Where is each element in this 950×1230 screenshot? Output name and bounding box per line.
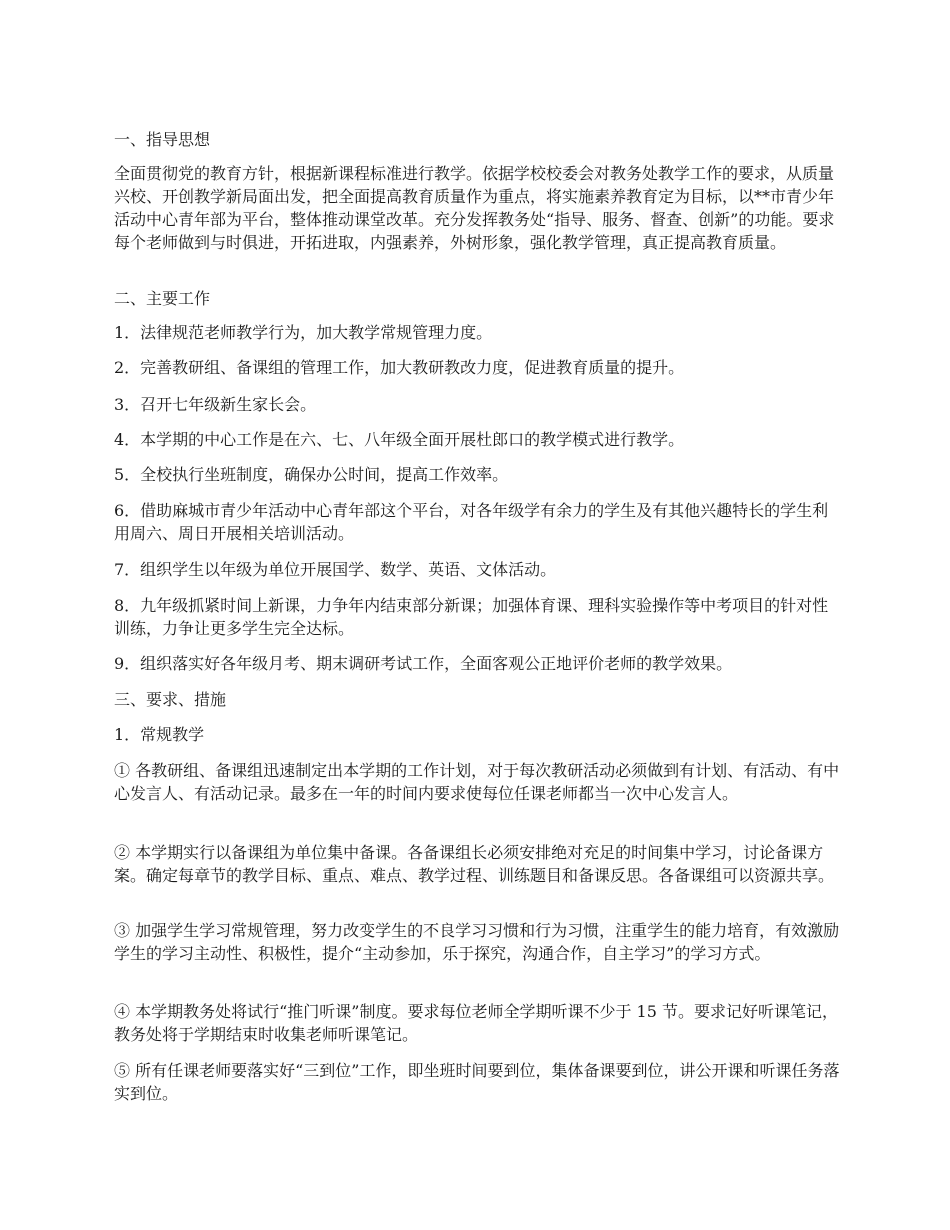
list-item-main-work-7: 7．组织学生以年级为单位开展国学、数学、英语、文体活动。 bbox=[114, 560, 557, 579]
list-item-measure-5: ⑤ 所有任课老师要落实好“三到位”工作，即坐班时间要到位，集体备课要到位，讲公开课和听课任务落实到位。 bbox=[114, 1061, 840, 1103]
list-item-measure-4: ④ 本学期教务处将试行“推门听课”制度。要求每位老师全学期听课不少于 15 节。要求记好听课笔记，教务处将于学期结束时收集老师听课笔记。 bbox=[114, 1002, 838, 1044]
list-item-measure-1: ① 各教研组、备课组迅速制定出本学期的工作计划，对于每次教研活动必须做到有计划、有活动、有中心发言人、有活动记录。最多在一年的时间内要求使每位任课老师都当一次中心发言人。 bbox=[114, 761, 840, 803]
paragraph-guiding-ideology: 全面贯彻党的教育方针，根据新课程标准进行教学。依据学校校委会对教务处教学工作的要求，从质量兴校、开创教学新局面出发，把全面提高教育质量作为重点，将实施素养教育定为目标，以**市青少年活动中心青年部为平台，整体推动课堂改革。充分发挥教务处“指导、服务、督查、创新”的功能。要求每个老师做到与时俱进，开拓进取，内强素养，外树形象，强化教学管理，真正提高教育质量。 bbox=[114, 164, 835, 252]
list-item-main-work-3: 3．召开七年级新生家长会。 bbox=[114, 395, 317, 414]
list-item-main-work-6: 6．借助麻城市青少年活动中心青年部这个平台，对各年级学有余力的学生及有其他兴趣特长的学生利用周六、周日开展相关培训活动。 bbox=[114, 501, 829, 543]
list-item-main-work-9: 9．组织落实好各年级月考、期末调研考试工作，全面客观公正地评价老师的教学效果。 bbox=[114, 654, 733, 673]
list-item-main-work-5: 5．全校执行坐班制度，确保办公时间，提高工作效率。 bbox=[114, 465, 509, 484]
list-item-measure-2: ② 本学期实行以备课组为单位集中备课。各备课组长必须安排绝对充足的时间集中学习，讨论备课方案。确定每章节的教学目标、重点、难点、教学过程、训练题目和备课反思。各备课组可以资源共享。 bbox=[114, 843, 835, 885]
subsection-heading-routine-teaching: 1．常规教学 bbox=[114, 725, 205, 744]
list-item-main-work-8: 8．九年级抓紧时间上新课，力争年内结束部分新课；加强体育课、理科实验操作等中考项目的针对性训练，力争让更多学生完全达标。 bbox=[114, 596, 829, 638]
section-heading-guiding-ideology: 一、指导思想 bbox=[114, 130, 211, 149]
list-item-main-work-1: 1．法律规范老师教学行为，加大教学常规管理力度。 bbox=[114, 323, 493, 342]
list-item-measure-3: ③ 加强学生学习常规管理，努力改变学生的不良学习习惯和行为习惯，注重学生的能力培育，有效激励学生的学习主动性、积极性，提介“主动参加，乐于探究，沟通合作，自主学习”的学习方式。 bbox=[114, 921, 840, 963]
list-item-main-work-2: 2．完善教研组、备课组的管理工作，加大教研教改力度，促进教育质量的提升。 bbox=[114, 358, 685, 377]
section-heading-requirements: 三、要求、措施 bbox=[114, 690, 227, 709]
section-heading-main-work: 二、主要工作 bbox=[114, 289, 211, 308]
list-item-main-work-4: 4．本学期的中心工作是在六、七、八年级全面开展杜郎口的教学模式进行教学。 bbox=[114, 430, 685, 449]
